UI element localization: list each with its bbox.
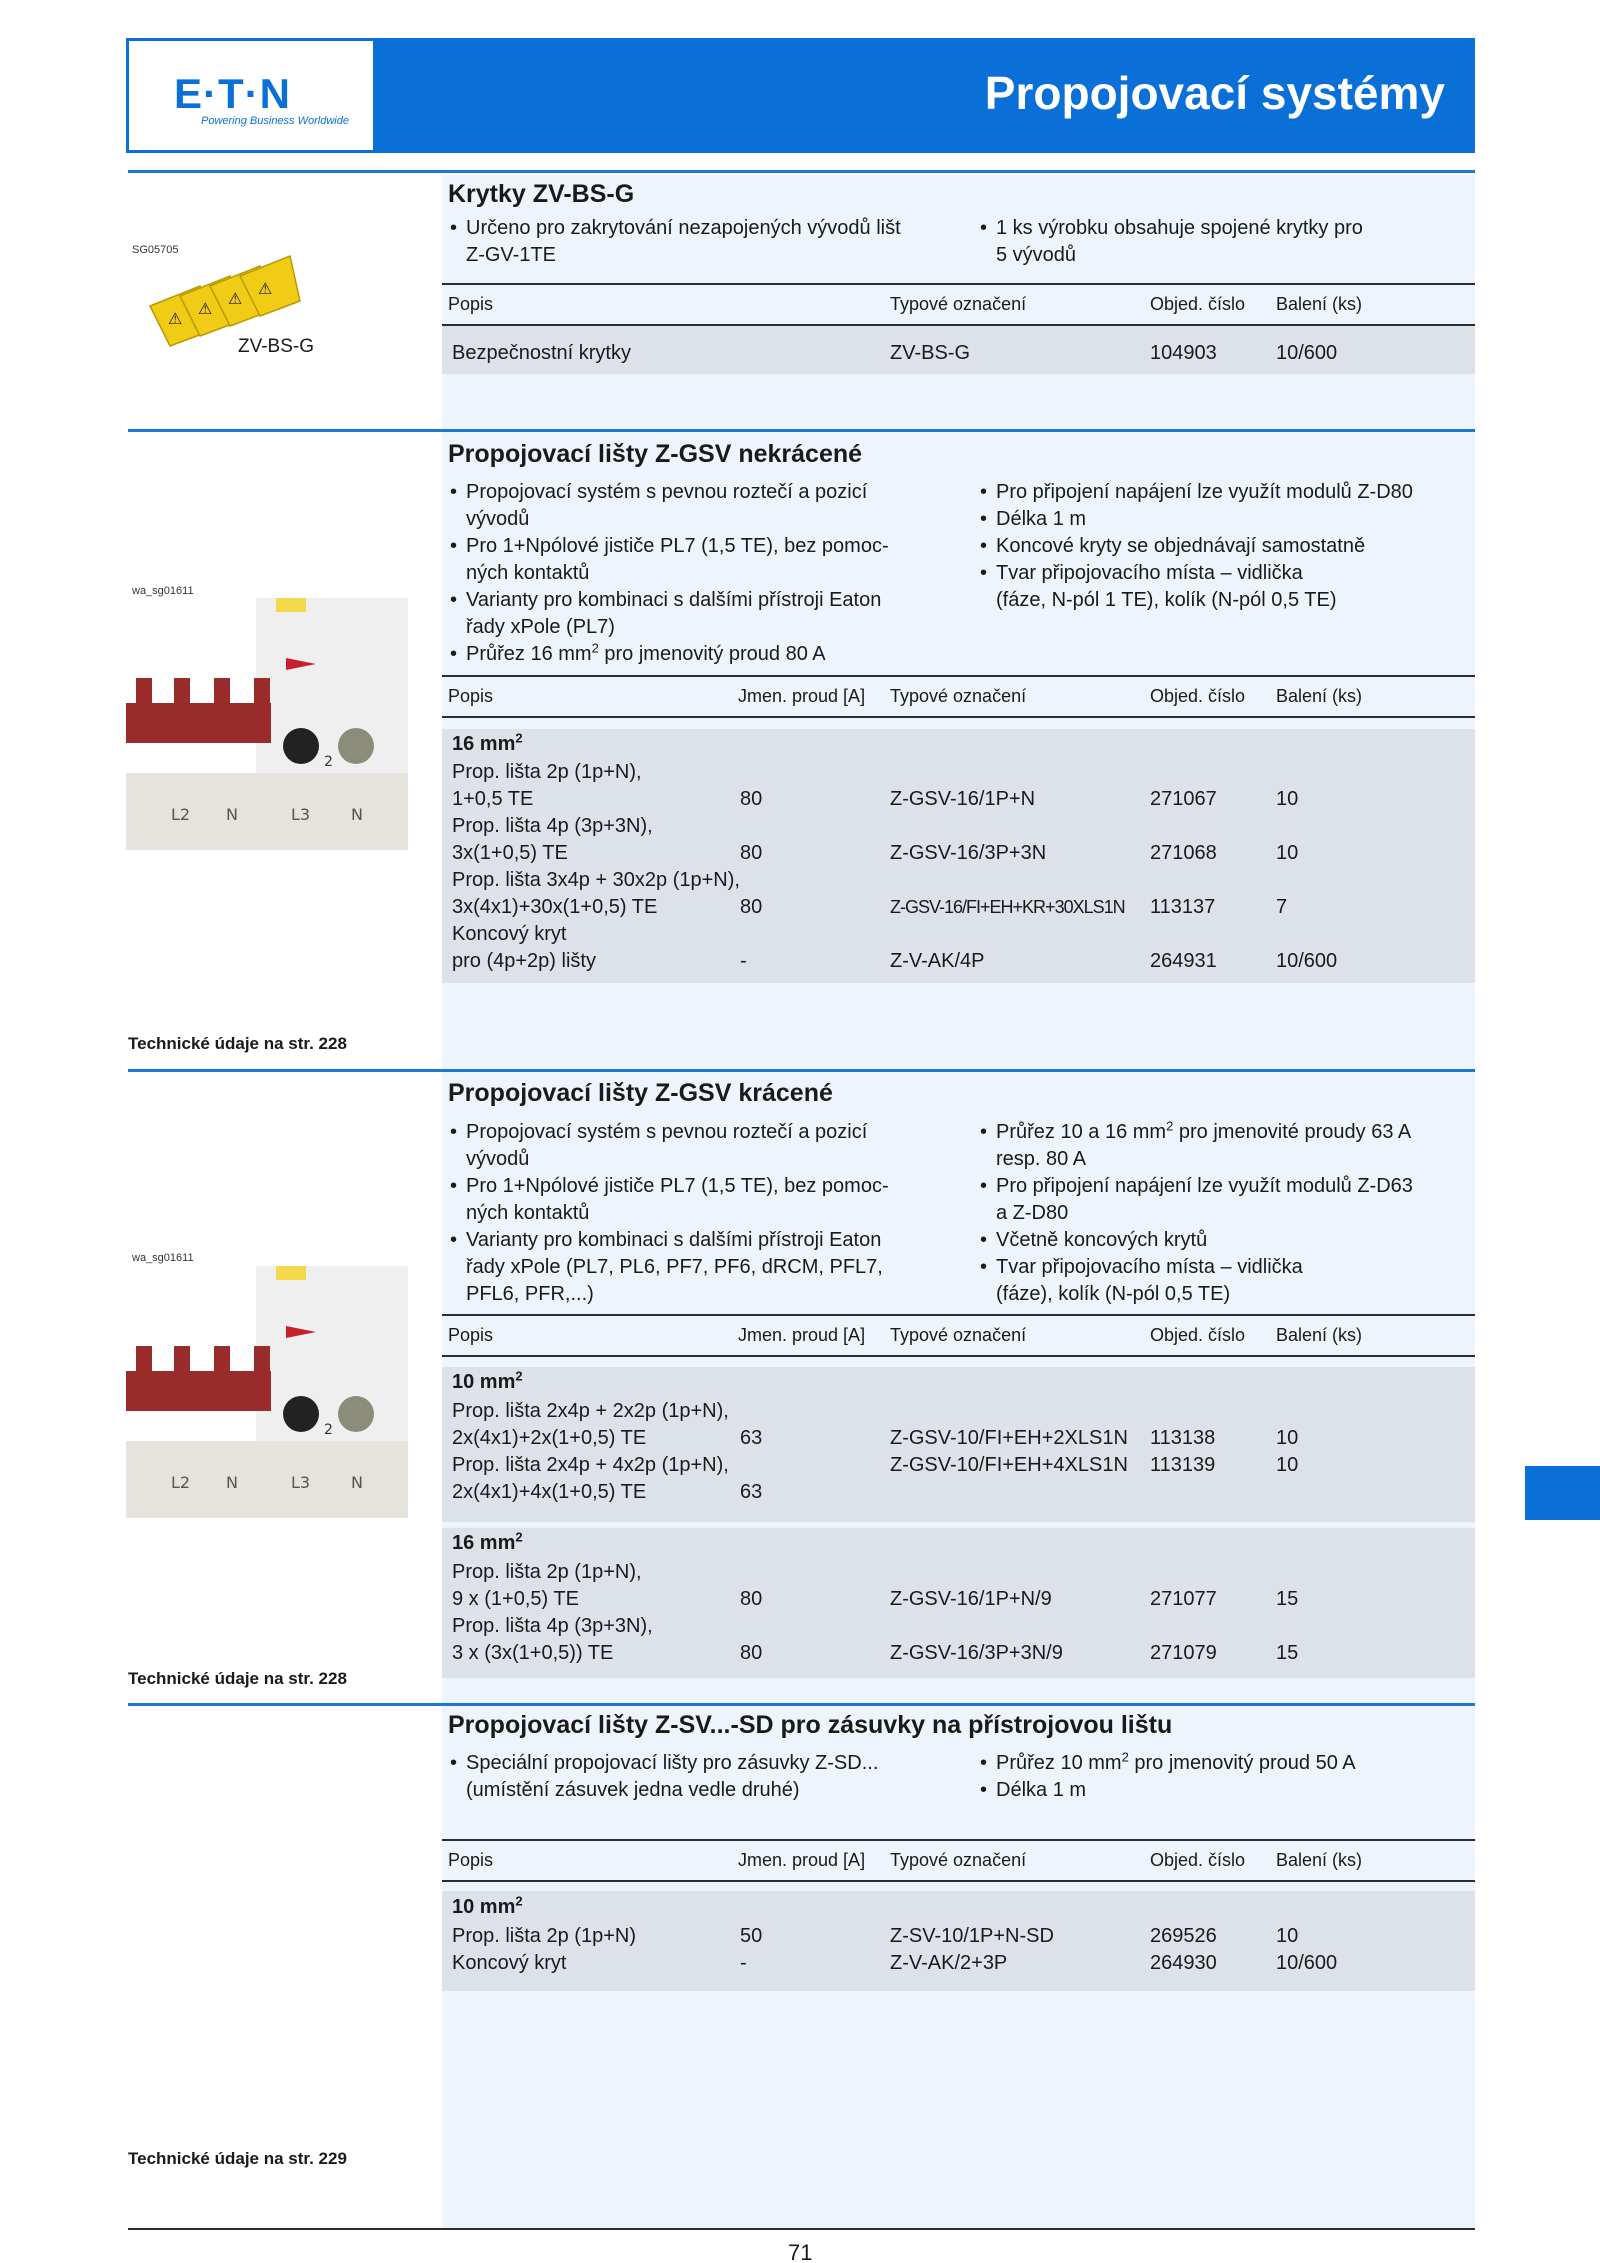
cell-cislo: 271067	[1150, 788, 1217, 810]
svg-text:L3: L3	[291, 1473, 311, 1492]
logo-tagline: Powering Business Worldwide	[201, 115, 349, 127]
cell-cislo: 113139	[1150, 1454, 1216, 1476]
bullet-continuation: a Z-D80	[996, 1202, 1069, 1224]
table-header-rule	[442, 716, 1475, 718]
bullet-continuation: resp. 80 A	[996, 1148, 1087, 1170]
svg-text:L2: L2	[171, 1473, 191, 1492]
cell-popis: 3 x (3x(1+0,5)) TE	[452, 1642, 614, 1664]
footer-rule	[128, 2228, 1475, 2230]
svg-text:⚠: ⚠	[168, 309, 183, 328]
col-header-typ: Typové označení	[890, 1850, 1027, 1870]
col-header-baleni: Balení (ks)	[1276, 1325, 1363, 1345]
cell-popis: Prop. lišta 2p (1p+N)	[452, 1925, 636, 1947]
cell-popis: Prop. lišta 2x4p + 4x2p (1p+N),	[452, 1454, 729, 1476]
cell-proud: 50	[740, 1925, 763, 1947]
bullets-left	[448, 215, 948, 269]
table-header-rule	[442, 1880, 1475, 1882]
cell-typ: Z-GSV-16/1P+N/9	[890, 1588, 1052, 1610]
subheading-text: 10 mm	[452, 1896, 516, 1918]
table-top-rule	[442, 675, 1475, 677]
cell-baleni: 10	[1276, 1454, 1299, 1476]
svg-text:N: N	[351, 805, 363, 824]
svg-text:⚠: ⚠	[258, 279, 273, 298]
bullet-item: • Speciální propojovací lišty pro zásuvky Z-SD...	[448, 1750, 968, 1777]
cell-popis: Koncový kryt	[452, 923, 567, 945]
bullet-text: pro jmenovitý proud 50 A	[1134, 1752, 1356, 1774]
svg-text:N: N	[226, 805, 238, 824]
cell-baleni: 10	[1276, 842, 1299, 864]
cell-cislo: 104903	[1150, 342, 1217, 364]
cell-baleni: 15	[1276, 1642, 1299, 1664]
bullet-item	[978, 1750, 1478, 1777]
cell-popis: Prop. lišta 2x4p + 2x2p (1p+N),	[452, 1400, 729, 1422]
cell-cislo: 113137	[1150, 896, 1216, 918]
section-title: Krytky ZV-BS-G	[448, 180, 635, 208]
col-header-typ: Typové označení	[890, 294, 1027, 314]
cell-cislo: 113138	[1150, 1427, 1216, 1449]
bullet-item: • Délka 1 m	[978, 1777, 1478, 1804]
figure-id: wa_sg01611	[132, 1252, 194, 1264]
bullet-continuation: (fáze), kolík (N-pól 0,5 TE)	[996, 1283, 1231, 1305]
section-title: Propojovací lišty Z-GSV nekrácené	[448, 440, 863, 468]
bullet-continuation: PFL6, PFR,...)	[466, 1283, 594, 1305]
table-top-rule	[442, 1839, 1475, 1841]
table-top-rule	[442, 1314, 1475, 1316]
section-title: Propojovací lišty Z-SV...-SD pro zásuvky na přístrojovou lištu	[448, 1711, 1173, 1739]
section-rule	[128, 170, 1475, 173]
cell-baleni: 15	[1276, 1588, 1299, 1610]
cell-cislo: 264930	[1150, 1952, 1217, 1974]
bullet-continuation: ných kontaktů	[466, 562, 590, 584]
busbar-image	[126, 1266, 408, 1518]
cell-baleni: 10	[1276, 1427, 1299, 1449]
subheading	[452, 1893, 523, 1919]
cell-cislo: 269526	[1150, 1925, 1217, 1947]
bullet-item: • Pro připojení napájení lze využít modulů Z-D80	[978, 479, 1478, 506]
bullet-text: Průřez 10 a 16 mm	[996, 1121, 1167, 1143]
svg-text:⚠: ⚠	[228, 289, 243, 308]
cell-cislo: 271068	[1150, 842, 1217, 864]
cell-typ: Z-GSV-10/FI+EH+4XLS1N	[890, 1454, 1128, 1476]
cell-popis: Prop. lišta 4p (3p+3N),	[452, 815, 653, 837]
bullet-item: • Včetně koncových krytů	[978, 1227, 1478, 1254]
bullets-right	[978, 479, 1478, 614]
col-header-proud: Jmen. proud [A]	[738, 1850, 866, 1870]
bullet-continuation: (umístění zásuvek jedna vedle druhé)	[466, 1779, 800, 1801]
cell-cislo: 271077	[1150, 1588, 1217, 1610]
svg-text:N: N	[226, 1473, 238, 1492]
cell-proud: 80	[740, 896, 763, 918]
section-rule	[128, 429, 1475, 432]
subheading	[452, 730, 523, 756]
col-header-typ: Typové označení	[890, 1325, 1027, 1345]
cell-proud: 80	[740, 842, 763, 864]
tech-data-link: Technické údaje na str. 228	[128, 1034, 347, 1053]
superscript: 2	[515, 730, 523, 746]
col-header-proud: Jmen. proud [A]	[738, 1325, 866, 1345]
page-number: 71	[788, 2240, 813, 2263]
cell-popis: 3x(4x1)+30x(1+0,5) TE	[452, 896, 658, 918]
section-rule	[128, 1069, 1475, 1072]
bullets-left	[448, 1119, 948, 1308]
bullet-item: • Určeno pro zakrytování nezapojených vývodů lišt	[448, 215, 948, 242]
cell-popis: 2x(4x1)+4x(1+0,5) TE	[452, 1481, 647, 1503]
chapter-tab	[1525, 1466, 1600, 1520]
bullet-continuation: řady xPole (PL7, PL6, PF7, PF6, dRCM, PFL7,	[466, 1256, 883, 1278]
page-title: Propojovací systémy	[984, 67, 1445, 119]
cell-cislo: 264931	[1150, 950, 1217, 972]
cell-baleni: 10/600	[1276, 950, 1338, 972]
cell-baleni: 10	[1276, 1925, 1299, 1947]
cell-popis: Prop. lišta 2p (1p+N),	[452, 761, 642, 783]
subheading-text: 16 mm	[452, 1532, 516, 1554]
bullet-item	[448, 641, 948, 668]
bullet-text: Průřez 16 mm	[466, 643, 592, 665]
cell-proud: -	[740, 950, 747, 972]
cell-proud: 63	[740, 1481, 763, 1503]
cell-proud: 80	[740, 1588, 763, 1610]
col-header-cislo: Objed. číslo	[1150, 294, 1246, 314]
svg-text:⚠: ⚠	[198, 299, 213, 318]
bullet-continuation: ných kontaktů	[466, 1202, 590, 1224]
cell-typ: Z-GSV-10/FI+EH+2XLS1N	[890, 1427, 1128, 1449]
bullet-item: • Propojovací systém s pevnou roztečí a pozicí	[448, 1119, 948, 1146]
bullet-text: pro jmenovitý proud 80 A	[604, 643, 826, 665]
bullets-right	[978, 1119, 1478, 1308]
svg-text:2: 2	[324, 1422, 333, 1438]
superscript: 2	[515, 1368, 523, 1384]
cell-typ: Z-SV-10/1P+N-SD	[890, 1925, 1054, 1947]
cell-typ: Z-V-AK/2+3P	[890, 1952, 1008, 1974]
subheading-text: 10 mm	[452, 1371, 516, 1393]
bullet-item: • Délka 1 m	[978, 506, 1478, 533]
svg-text:N: N	[351, 1473, 363, 1492]
bullet-continuation: (fáze, N-pól 1 TE), kolík (N-pól 0,5 TE)	[996, 589, 1337, 611]
cell-popis: 2x(4x1)+2x(1+0,5) TE	[452, 1427, 647, 1449]
page-header	[126, 38, 1475, 153]
bullet-continuation: vývodů	[466, 508, 530, 530]
bullet-continuation: 5 vývodů	[996, 244, 1077, 266]
svg-text:2: 2	[324, 754, 333, 770]
col-header-popis: Popis	[448, 1325, 494, 1345]
cell-baleni: 10	[1276, 788, 1299, 810]
eaton-logo	[129, 41, 373, 150]
busbar-image	[126, 598, 408, 850]
cell-cislo: 271079	[1150, 1642, 1217, 1664]
bullet-item: • Varianty pro kombinaci s dalšími přístroji Eaton	[448, 587, 948, 614]
subheading-text: 16 mm	[452, 733, 516, 755]
bullet-item: • Propojovací systém s pevnou roztečí a pozicí	[448, 479, 948, 506]
figure-id: wa_sg01611	[132, 585, 194, 597]
bullet-text: Průřez 10 mm	[996, 1752, 1122, 1774]
cell-proud: -	[740, 1952, 747, 1974]
cell-popis: 9 x (1+0,5) TE	[452, 1588, 579, 1610]
cell-popis: Bezpečnostní krytky	[452, 342, 631, 364]
cell-typ: Z-GSV-16/3P+3N/9	[890, 1642, 1063, 1664]
cell-proud: 63	[740, 1427, 763, 1449]
cell-popis: 3x(1+0,5) TE	[452, 842, 568, 864]
table-header-rule	[442, 1355, 1475, 1357]
cell-proud: 80	[740, 1642, 763, 1664]
cell-popis: Prop. lišta 2p (1p+N),	[452, 1561, 642, 1583]
subheading	[452, 1529, 523, 1555]
bullets-left	[448, 1750, 968, 1804]
bullet-continuation: vývodů	[466, 1148, 530, 1170]
col-header-typ: Typové označení	[890, 686, 1027, 706]
tech-data-link: Technické údaje na str. 229	[128, 2149, 347, 2168]
bullet-continuation: řady xPole (PL7)	[466, 616, 615, 638]
superscript: 2	[1166, 1118, 1174, 1134]
col-header-popis: Popis	[448, 1850, 494, 1870]
bullet-item: • 1 ks výrobku obsahuje spojené krytky pro	[978, 215, 1478, 242]
bullet-item: • Tvar připojovacího místa – vidlička	[978, 560, 1478, 587]
bullet-item: • Pro 1+Npólové jističe PL7 (1,5 TE), bez pomoc-	[448, 533, 948, 560]
bullet-item: • Pro 1+Npólové jističe PL7 (1,5 TE), bez pomoc-	[448, 1173, 948, 1200]
cell-popis: Koncový kryt	[452, 1952, 567, 1974]
subheading	[452, 1368, 523, 1394]
superscript: 2	[591, 640, 599, 656]
svg-text:L3: L3	[291, 805, 311, 824]
col-header-cislo: Objed. číslo	[1150, 1325, 1246, 1345]
col-header-cislo: Objed. číslo	[1150, 1850, 1246, 1870]
bullet-item	[978, 1119, 1478, 1146]
cell-typ: Z-GSV-16/1P+N	[890, 788, 1036, 810]
bullets-left	[448, 479, 948, 668]
cell-typ: Z-GSV-16/FI+EH+KR+30XLS1N	[890, 897, 1125, 917]
cell-popis: Prop. lišta 3x4p + 30x2p (1p+N),	[452, 869, 740, 891]
col-header-baleni: Balení (ks)	[1276, 1850, 1363, 1870]
figure-caption: ZV-BS-G	[238, 336, 315, 357]
svg-text:L2: L2	[171, 805, 191, 824]
cell-popis: 1+0,5 TE	[452, 788, 534, 810]
superscript: 2	[515, 1893, 523, 1909]
cell-popis: Prop. lišta 4p (3p+3N),	[452, 1615, 653, 1637]
tech-data-link: Technické údaje na str. 228	[128, 1669, 347, 1688]
col-header-cislo: Objed. číslo	[1150, 686, 1246, 706]
cell-typ: Z-GSV-16/3P+3N	[890, 842, 1047, 864]
bullets-right	[978, 215, 1478, 269]
superscript: 2	[515, 1529, 523, 1545]
table-top-rule	[442, 283, 1475, 285]
cell-typ: Z-V-AK/4P	[890, 950, 985, 972]
cell-baleni: 10/600	[1276, 1952, 1338, 1974]
cell-typ: ZV-BS-G	[890, 342, 971, 364]
bullet-text: pro jmenovité proudy 63 A	[1178, 1121, 1412, 1143]
col-header-baleni: Balení (ks)	[1276, 294, 1363, 314]
col-header-popis: Popis	[448, 294, 494, 314]
figure-id: SG05705	[132, 244, 179, 256]
col-header-popis: Popis	[448, 686, 494, 706]
bullets-right	[978, 1750, 1478, 1804]
bullet-item: • Pro připojení napájení lze využít modulů Z-D63	[978, 1173, 1478, 1200]
bullet-item: • Varianty pro kombinaci s dalšími přístroji Eaton	[448, 1227, 948, 1254]
section-title: Propojovací lišty Z-GSV krácené	[448, 1079, 833, 1107]
cell-baleni: 7	[1276, 896, 1288, 918]
section-rule	[128, 1703, 1475, 1706]
col-header-proud: Jmen. proud [A]	[738, 686, 866, 706]
cell-popis: pro (4p+2p) lišty	[452, 950, 596, 972]
cell-baleni: 10/600	[1276, 342, 1338, 364]
cell-proud: 80	[740, 788, 763, 810]
bullet-item: • Tvar připojovacího místa – vidlička	[978, 1254, 1478, 1281]
logo-wordmark: E·T·N	[174, 70, 291, 117]
bullet-continuation: Z-GV-1TE	[466, 244, 557, 266]
col-header-baleni: Balení (ks)	[1276, 686, 1363, 706]
bullet-item: • Koncové kryty se objednávají samostatně	[978, 533, 1478, 560]
superscript: 2	[1121, 1749, 1129, 1765]
